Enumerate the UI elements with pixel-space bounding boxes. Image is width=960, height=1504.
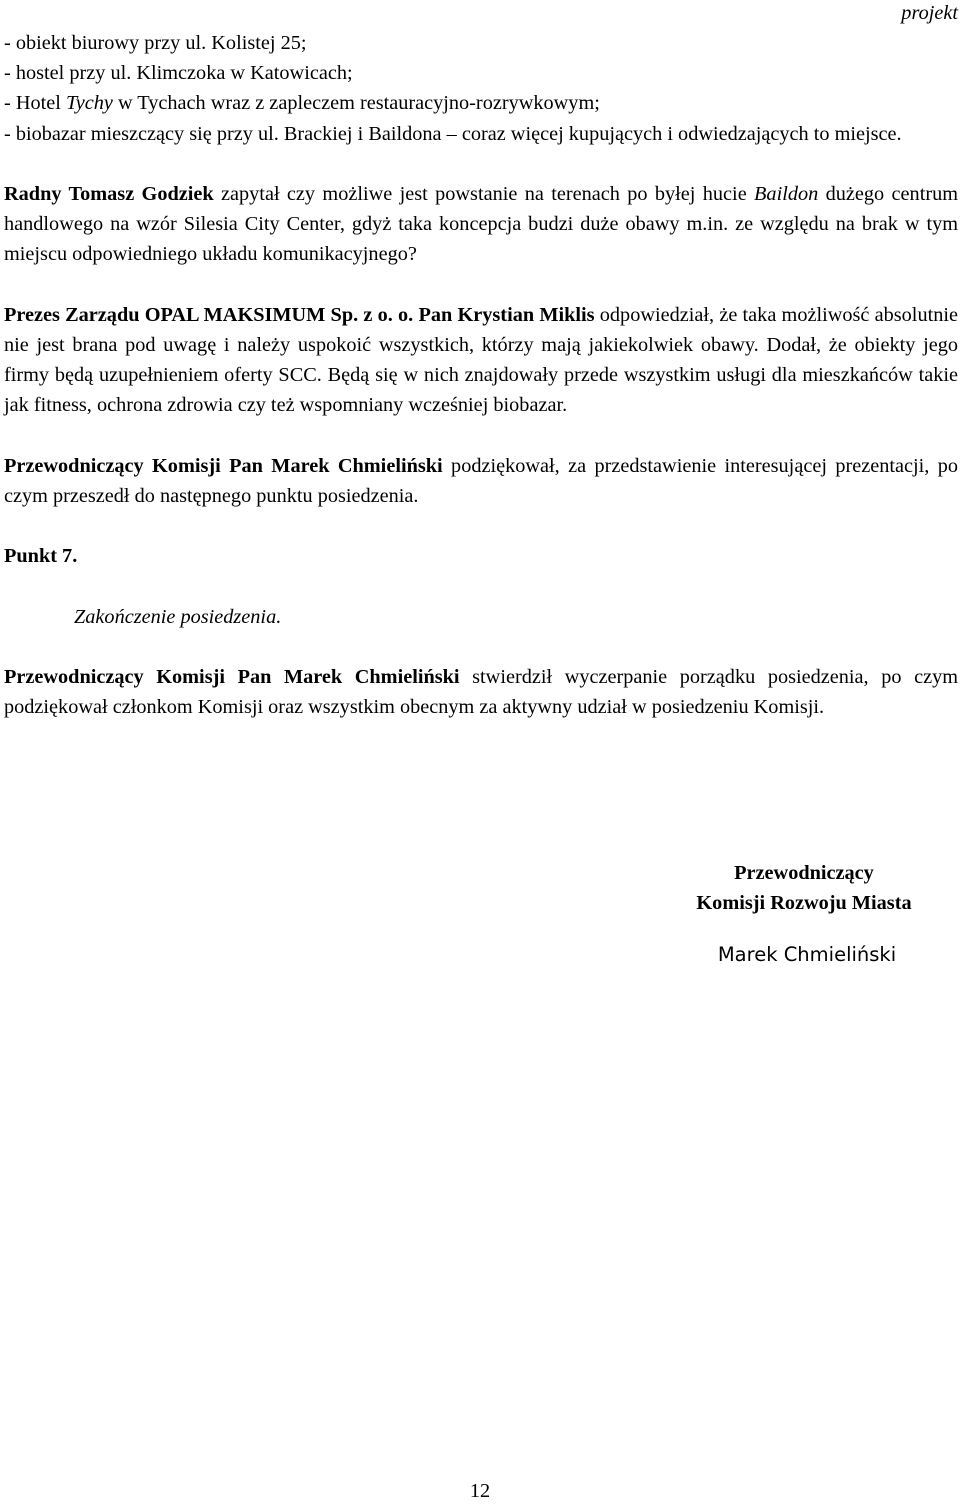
list-item-hotel-name: Tychy bbox=[65, 92, 113, 115]
list-item-hotel-post: w Tychach wraz z zapleczem restauracyjno-rozrywkowym; bbox=[112, 92, 600, 115]
list-item-hotel bbox=[4, 88, 958, 118]
signature-body: Komisji Rozwoju Miasta bbox=[696, 892, 912, 914]
speaker-name: Przewodniczący Komisji Pan Marek Chmieliński bbox=[4, 666, 460, 689]
signature-name: Marek Chmieliński bbox=[717, 943, 897, 966]
list-item-biobazar: - biobazar mieszczący się przy ul. Brackiej i Baildona – coraz więcej kupujących i odwiedzających to miejsce. bbox=[4, 122, 902, 145]
list-item-hostel: - hostel przy ul. Klimczoka w Katowicach; bbox=[4, 62, 353, 85]
agenda-point-label: Punkt 7. bbox=[4, 545, 78, 568]
speaker-name: Prezes Zarządu OPAL MAKSIMUM Sp. z o. o. Pan Krystian Miklis bbox=[4, 303, 595, 326]
signature-block bbox=[660, 858, 948, 918]
speaker-name: Przewodniczący Komisji Pan Marek Chmieliński bbox=[4, 454, 443, 477]
paragraph-question: Radny Tomasz Godziek zapytał czy możliwe jest powstanie na terenach po byłej hucie Baildon dużego centrum handlowego na wzór Silesia City Center, gdyż taka koncepcja budzi duże obawy m.in. ze względu na brak w tym miejscu odpowiedniego układu komunikacyjnego? bbox=[4, 183, 958, 266]
paragraph-answer: Prezes Zarządu OPAL MAKSIMUM Sp. z o. o. Pan Krystian Miklis odpowiedział, że taka możliwość absolutnie nie jest brana pod uwagę i należy uspokoić wszystkich, którzy mają jakiekolwiek obawy. Dodał, że obiekty jego firmy będą uzupełnieniem oferty SCC. Będą się w nich znajdowały przede wszystkim usługi dla mieszkańców takie jak fitness, ochrona zdrowia czy też wspomniany wcześniej biobazar. bbox=[4, 303, 958, 417]
signature-role: Przewodniczący bbox=[734, 862, 874, 884]
draft-mark: projekt bbox=[901, 2, 958, 24]
agenda-point-title: Zakończenie posiedzenia. bbox=[74, 605, 282, 628]
list-item-hotel-pre: - Hotel bbox=[4, 92, 66, 115]
place-name: Baildon bbox=[754, 183, 819, 205]
paragraph-thanks: Przewodniczący Komisji Pan Marek Chmieliński podziękował, za przedstawienie interesującej prezentacji, po czym przeszedł do następnego punktu posiedzenia. bbox=[4, 454, 958, 507]
paragraph-closing: Przewodniczący Komisji Pan Marek Chmieliński stwierdził wyczerpanie porządku posiedzenia, po czym podziękował członkom Komisji oraz wszystkim obecnym za aktywny udział w posiedzeniu Komisji. bbox=[4, 666, 958, 719]
list-item-office: - obiekt biurowy przy ul. Kolistej 25; bbox=[4, 32, 307, 54]
document-body bbox=[4, 28, 958, 723]
page-number: 12 bbox=[469, 1480, 491, 1502]
speaker-name: Radny Tomasz Godziek bbox=[4, 183, 214, 205]
